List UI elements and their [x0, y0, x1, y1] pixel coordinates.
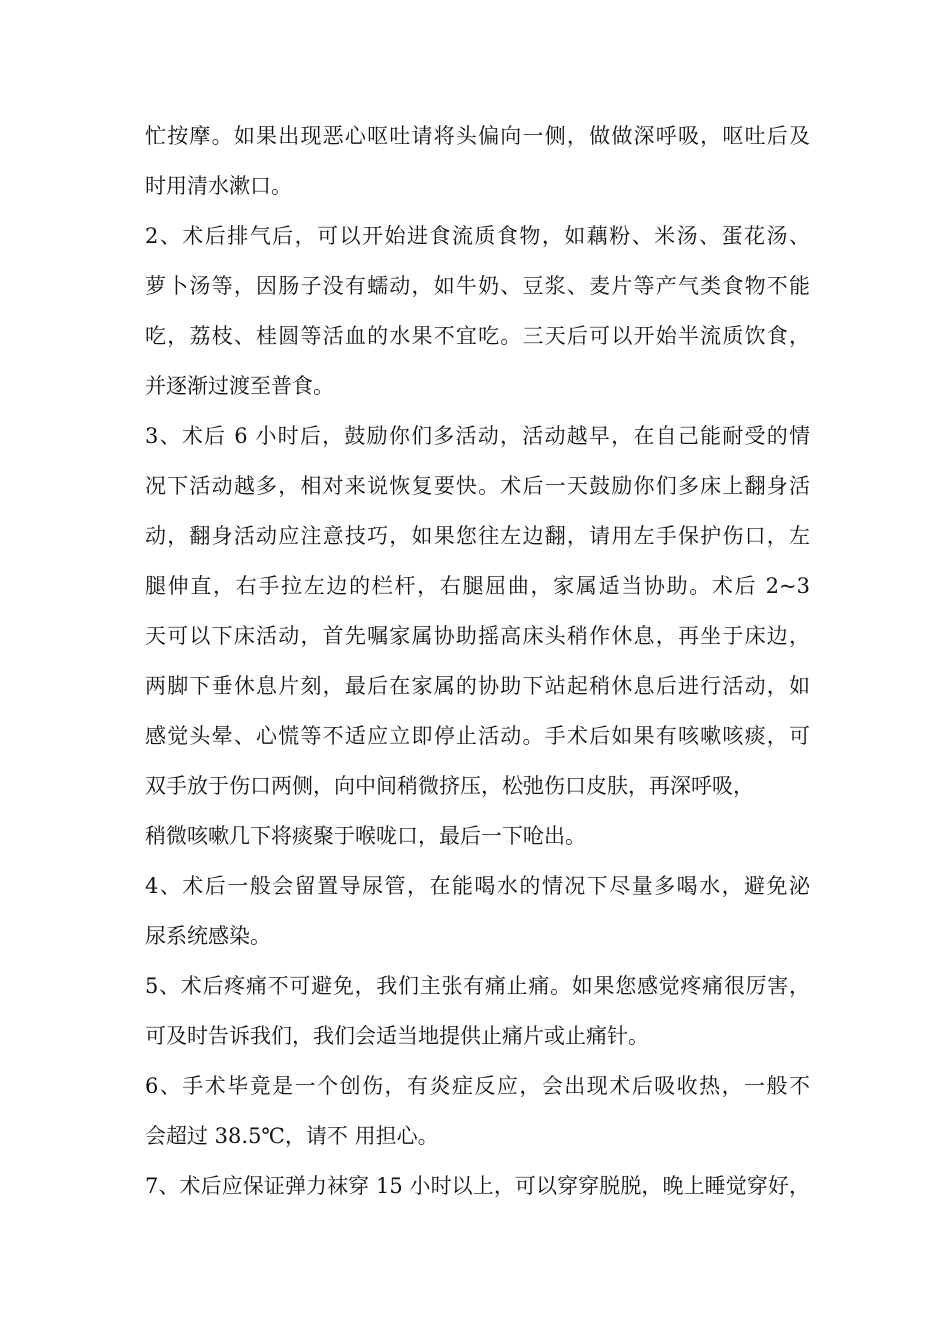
text-line: 萝卜汤等，因肠子没有蠕动，如牛奶、豆浆、麦片等产气类食物不能 [145, 274, 810, 298]
text-line: 双手放于伤口两侧，向中间稍微挤压，松弛伤口皮肤，再深呼吸， [145, 774, 754, 798]
text-line: 况下活动越多，相对来说恢复要快。术后一天鼓励你们多床上翻身活 [145, 474, 810, 498]
text-line: 动，翻身活动应注意技巧，如果您往左边翻，请用左手保护伤口，左 [145, 524, 810, 548]
text-line: 6、手术毕竟是一个创伤，有炎症反应，会出现术后吸收热，一般不 [145, 1074, 810, 1098]
text-line: 可及时告诉我们，我们会适当地提供止痛片或止痛针。 [145, 1024, 649, 1048]
text-line: 时用清水漱口。 [145, 174, 292, 198]
text-line: 4、术后一般会留置导尿管，在能喝水的情况下尽量多喝水，避免泌 [145, 874, 810, 898]
text-line: 会超过 38.5℃，请不 用担心。 [145, 1124, 439, 1148]
text-line: 7、术后应保证弹力袜穿 15 小时以上，可以穿穿脱脱，晚上睡觉穿好， [145, 1174, 810, 1198]
text-line: 腿伸直，右手拉左边的栏杆，右腿屈曲，家属适当协助。术后 2~3 [145, 574, 810, 598]
text-line: 5、术后疼痛不可避免，我们主张有痛止痛。如果您感觉疼痛很厉害， [145, 974, 810, 998]
text-line: 3、术后 6 小时后，鼓励你们多活动，活动越早，在自己能耐受的情 [145, 424, 810, 448]
text-line: 吃，荔枝、桂圆等活血的水果不宜吃。三天后可以开始半流质饮食， [145, 324, 810, 348]
text-line: 感觉头晕、心慌等不适应立即停止活动。手术后如果有咳嗽咳痰，可 [145, 724, 810, 748]
text-line: 并逐渐过渡至普食。 [145, 374, 334, 398]
text-line: 尿系统感染。 [145, 924, 271, 948]
text-line: 两脚下垂休息片刻，最后在家属的协助下站起稍休息后进行活动，如 [145, 674, 810, 698]
text-line: 忙按摩。如果出现恶心呕吐请将头偏向一侧，做做深呼吸，呕吐后及 [145, 124, 810, 148]
text-line: 2、术后排气后，可以开始进食流质食物，如藕粉、米汤、蛋花汤、 [145, 224, 810, 248]
text-line: 天可以下床活动，首先嘱家属协助摇高床头稍作休息，再坐于床边， [145, 624, 810, 648]
text-line: 稍微咳嗽几下将痰聚于喉咙口，最后一下呛出。 [145, 824, 586, 848]
